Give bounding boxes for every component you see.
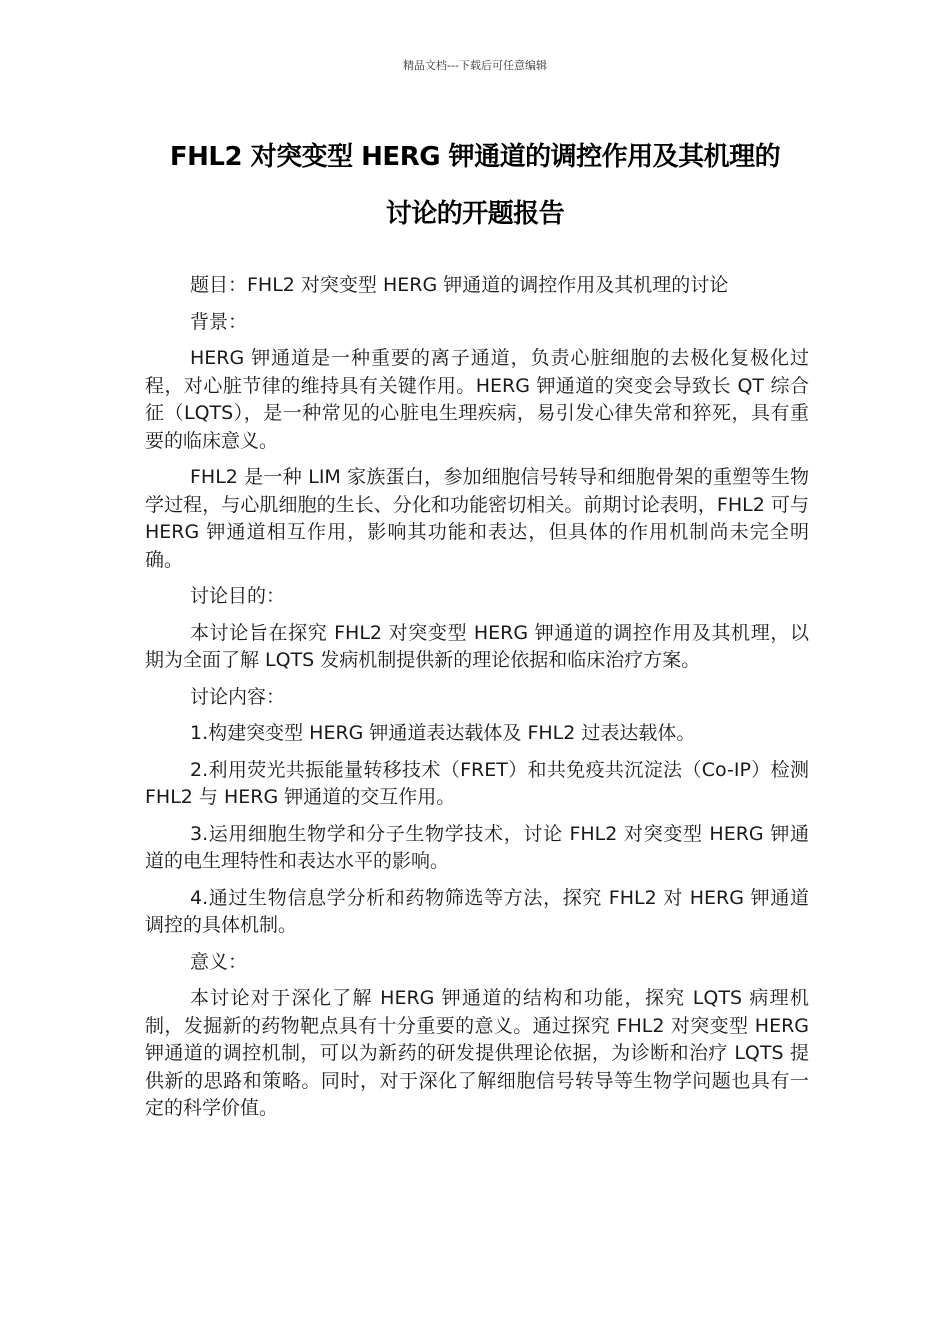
document-title-line-1: FHL2 对突变型 HERG 钾通道的调控作用及其机理的 xyxy=(169,142,781,172)
content-item-1: 1.构建突变型 HERG 钾通道表达载体及 FHL2 过表达载体。 xyxy=(190,722,696,744)
content-item-4: 4.通过生物信息学分析和药物筛选等方法，探究 FHL2 对 HERG 钾通道调控的具体机制。 xyxy=(145,886,809,936)
significance-paragraph: 本讨论对于深化了解 HERG 钾通道的结构和功能，探究 LQTS 病理机制，发掘新的药物靶点具有十分重要的意义。通过探究 FHL2 对突变型 HERG 钾通道的调控机制，可以为新药的研发提供理论依据，为诊断和治疗 LQTS 提供新的思路和策略。同时，对于深化了解细胞信号转导等生物学问题也具有一定的科学价值。 xyxy=(145,987,809,1119)
purpose-paragraph: 本讨论旨在探究 FHL2 对突变型 HERG 钾通道的调控作用及其机理，以期为全面了解 LQTS 发病机制提供新的理论依据和临床治疗方案。 xyxy=(145,621,809,671)
page-header-note: 精品文档---下载后可任意编辑 xyxy=(403,59,547,72)
document-body xyxy=(145,272,809,1132)
document-title-line-2: 讨论的开题报告 xyxy=(385,199,565,229)
document-title xyxy=(120,129,830,243)
significance-heading: 意义： xyxy=(190,950,248,973)
content-item-2: 2.利用荧光共振能量转移技术（FRET）和共免疫共沉淀法（Co-IP）检测 FHL2 与 HERG 钾通道的交互作用。 xyxy=(145,758,809,808)
purpose-heading: 讨论目的： xyxy=(190,585,286,607)
background-paragraph-2: FHL2 是一种 LIM 家族蛋白，参加细胞信号转导和细胞骨架的重塑等生物学过程，与心肌细胞的生长、分化和功能密切相关。前期讨论表明，FHL2 可与 HERG 钾通道相互作用，影响其功能和表达，但具体的作用机制尚未完全明确。 xyxy=(145,466,809,571)
background-heading: 背景： xyxy=(190,310,248,333)
topic-line: 题目：FHL2 对突变型 HERG 钾通道的调控作用及其机理的讨论 xyxy=(190,274,729,296)
content-heading: 讨论内容： xyxy=(190,685,286,708)
background-paragraph-1: HERG 钾通道是一种重要的离子通道，负责心脏细胞的去极化复极化过程，对心脏节律的维持具有关键作用。HERG 钾通道的突变会导致长 QT 综合征（LQTS），是一种常见的心脏电生理疾病，易引发心律失常和猝死，具有重要的临床意义。 xyxy=(145,347,809,452)
content-item-3: 3.运用细胞生物学和分子生物学技术，讨论 FHL2 对突变型 HERG 钾通道的电生理特性和表达水平的影响。 xyxy=(145,822,809,872)
